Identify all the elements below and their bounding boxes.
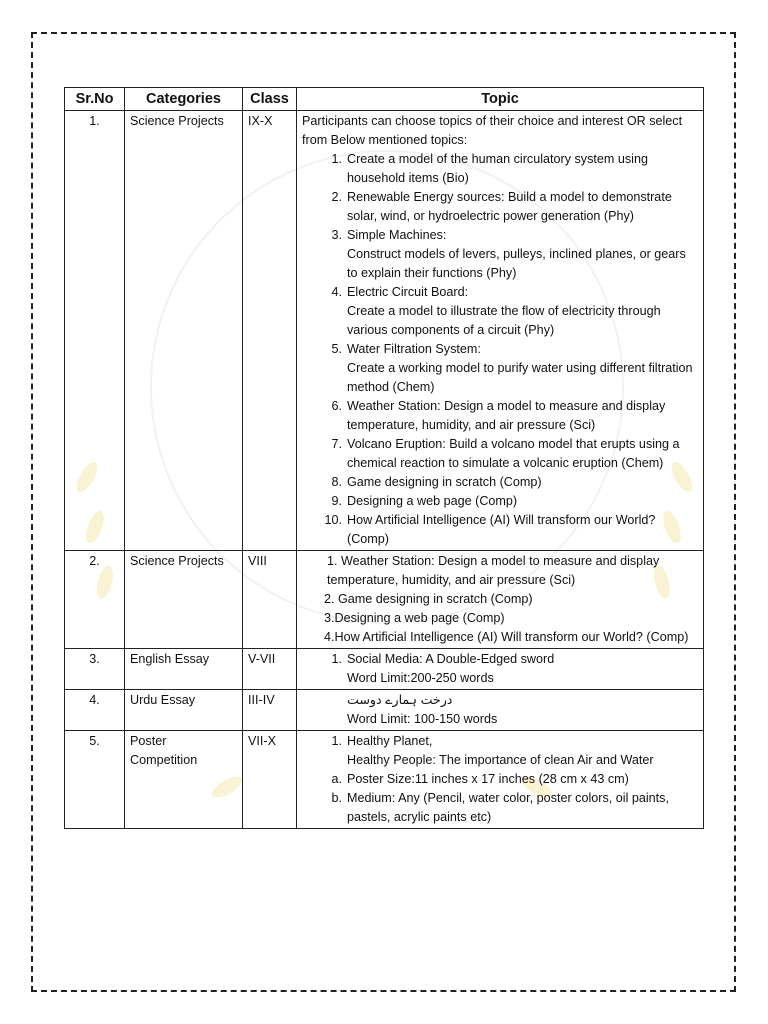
table-header-row	[65, 88, 704, 111]
category-cell: Science Projects	[125, 111, 243, 551]
class-cell: V-VII	[243, 649, 297, 690]
topic-cell	[297, 731, 704, 829]
topic-list	[302, 150, 698, 549]
header-class: Class	[243, 88, 297, 111]
list-item: 1. Create a model of the human circulatory system using household items (Bio)	[331, 152, 648, 185]
list-item: 10. How Artificial Intelligence (AI) Will transform our World? (Comp)	[324, 513, 656, 546]
class-cell: IX-X	[243, 111, 297, 551]
list-item: 6. Weather Station: Design a model to measure and display temperature, humidity, and air pressure (Sci)	[331, 399, 666, 432]
urdu-title: درخت ہمارے دوست	[347, 693, 453, 707]
sub-list	[302, 770, 698, 827]
list-item: 9. Designing a web page (Comp)	[331, 494, 518, 508]
list-item: 1. Healthy Planet, Healthy People: The importance of clean Air and Water	[331, 734, 654, 767]
list-item: 4. Electric Circuit Board: Create a model to illustrate the flow of electricity through various components of a circuit (Phy)	[331, 285, 661, 337]
list-item: 8. Game designing in scratch (Comp)	[331, 475, 542, 489]
table-row	[65, 551, 704, 649]
category-cell: Urdu Essay	[125, 690, 243, 731]
topic-cell	[297, 551, 704, 649]
topic-list	[302, 650, 698, 688]
list-item: 2. Renewable Energy sources: Build a model to demonstrate solar, wind, or hydroelectric power generation (Phy)	[331, 190, 672, 223]
competition-table	[64, 87, 704, 829]
list-item: 7. Volcano Eruption: Build a volcano model that erupts using a chemical reaction to simulate a volcanic eruption (Chem)	[331, 437, 680, 470]
list-item: 3. Simple Machines: Construct models of levers, pulleys, inclined planes, or gears to explain their functions (Phy)	[331, 228, 686, 280]
category-cell: English Essay	[125, 649, 243, 690]
list-item: 2. Game designing in scratch (Comp)	[324, 592, 533, 606]
topic-cell	[297, 111, 704, 551]
table-row	[65, 649, 704, 690]
category-cell: Science Projects	[125, 551, 243, 649]
topic-intro: Participants can choose topics of their choice and interest OR select from Below mentioned topics:	[302, 114, 683, 147]
list-item: 4.How Artificial Intelligence (AI) Will transform our World? (Comp)	[324, 630, 689, 644]
list-item: a. Poster Size:11 inches x 17 inches (28 cm x 43 cm)	[331, 772, 629, 786]
list-item: 1. Social Media: A Double-Edged sword Word Limit:200-250 words	[302, 650, 698, 688]
class-cell: VII-X	[243, 731, 297, 829]
table-row	[65, 690, 704, 731]
class-cell: VIII	[243, 551, 297, 649]
topic-list	[302, 732, 698, 770]
class-cell: III-IV	[243, 690, 297, 731]
category-cell: Poster Competition	[125, 731, 243, 829]
word-limit: Word Limit:200-250 words	[347, 671, 494, 685]
header-sr-no: Sr.No	[65, 88, 125, 111]
table-row	[65, 111, 704, 551]
sr-no-cell: 1.	[65, 111, 125, 551]
sr-no-cell: 3.	[65, 649, 125, 690]
word-limit: Word Limit: 100-150 words	[347, 712, 498, 726]
sr-no-cell: 5.	[65, 731, 125, 829]
header-topic: Topic	[297, 88, 704, 111]
list-item: 5. Water Filtration System: Create a working model to purify water using different filtration method (Chem)	[331, 342, 693, 394]
sr-no-cell: 2.	[65, 551, 125, 649]
topic-cell	[297, 649, 704, 690]
header-categories: Categories	[125, 88, 243, 111]
list-item: b. Medium: Any (Pencil, water color, poster colors, oil paints, pastels, acrylic paints etc)	[331, 791, 669, 824]
sr-no-cell: 4.	[65, 690, 125, 731]
list-item: 1. Weather Station: Design a model to measure and display temperature, humidity, and air pressure (Sci)	[327, 554, 660, 587]
topic-cell	[297, 690, 704, 731]
list-item: 3.Designing a web page (Comp)	[324, 611, 505, 625]
table-row	[65, 731, 704, 829]
